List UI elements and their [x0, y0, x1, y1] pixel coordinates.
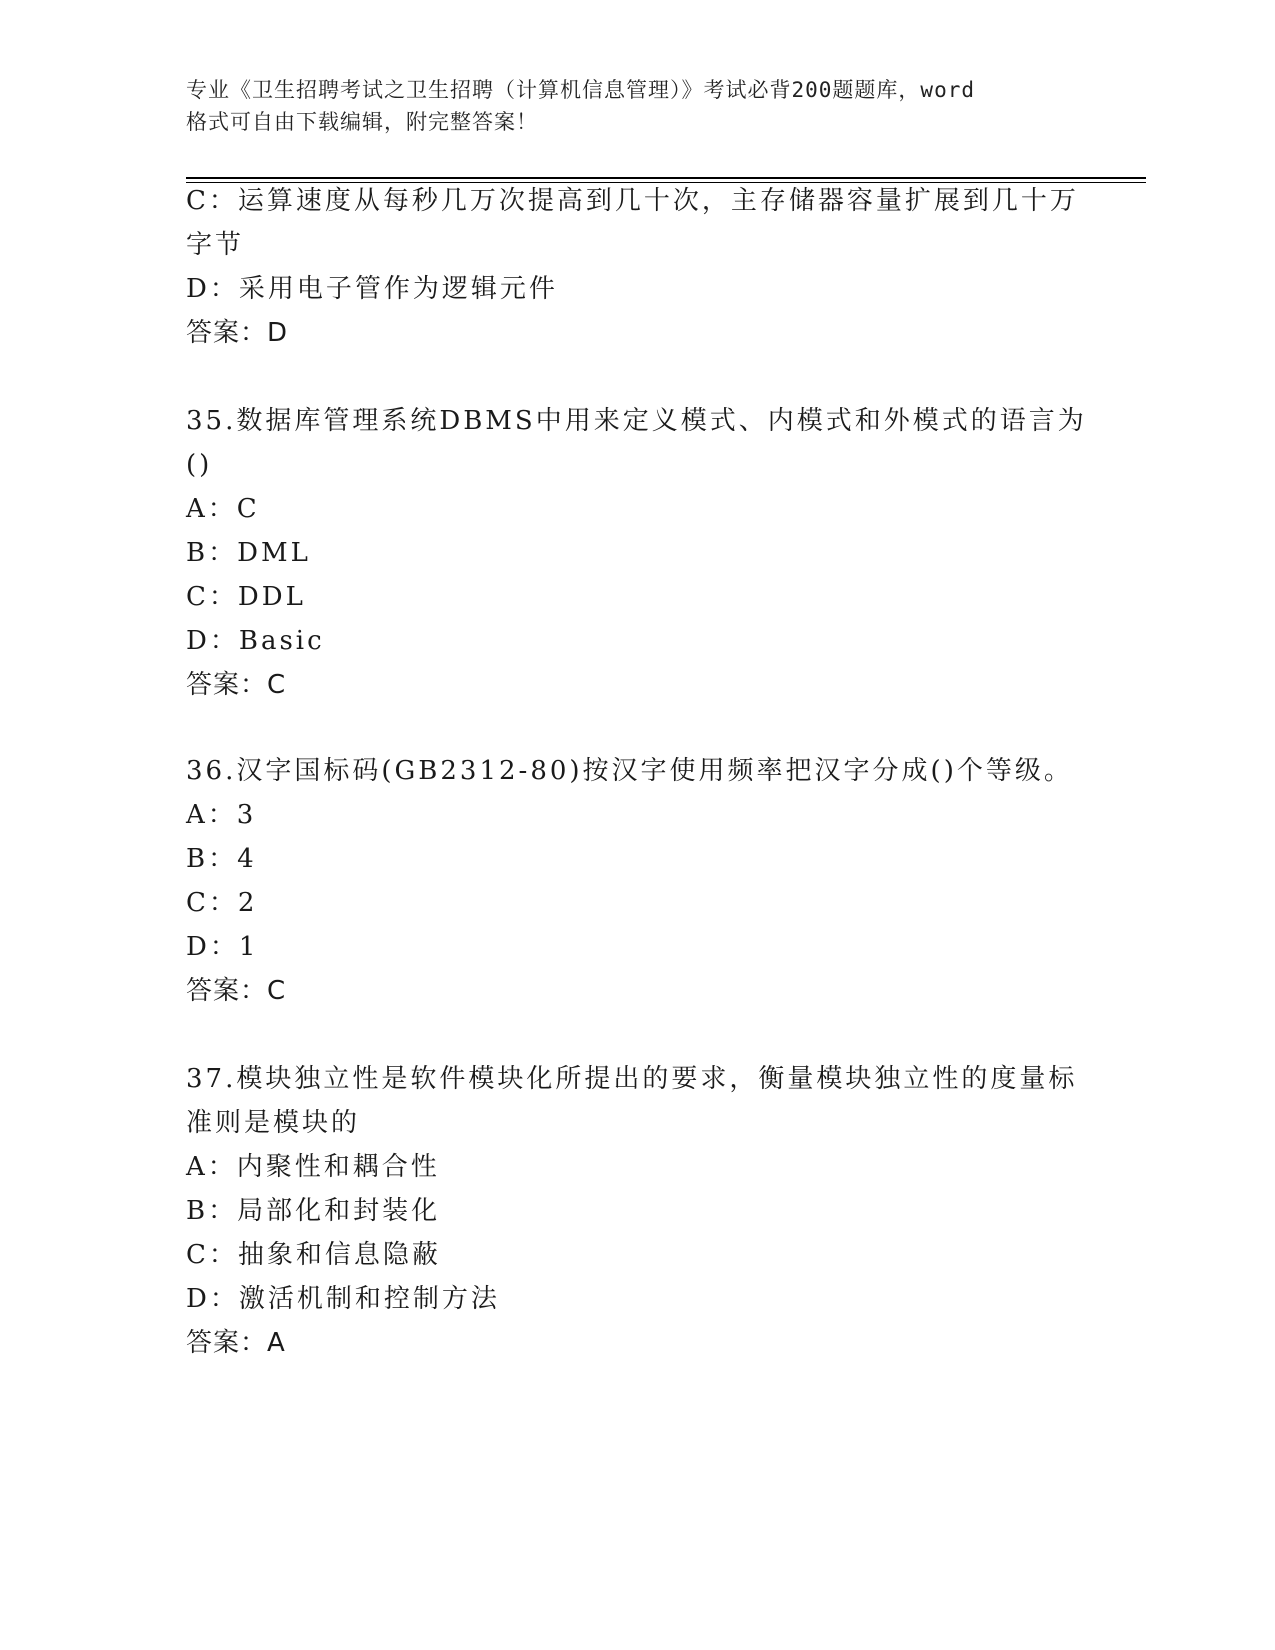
q35-stem-line-1: 35.数据库管理系统DBMS中用来定义模式、内模式和外模式的语言为 [186, 406, 1087, 436]
document-header [186, 74, 1086, 138]
q37-option-d: D：激活机制和控制方法 [186, 1284, 500, 1314]
q36-option-a: A：3 [186, 800, 257, 830]
q36-option-d: D：1 [186, 932, 259, 962]
header-title-line-1: 专业《卫生招聘考试之卫生招聘（计算机信息管理）》考试必背200题题库，word [186, 78, 975, 102]
q35-option-b: B：DML [186, 538, 311, 568]
q34-option-c-line-1: C：运算速度从每秒几万次提高到几十次，主存储器容量扩展到几十万 [186, 186, 1079, 216]
q36-stem: 36.汉字国标码(GB2312-80)按汉字使用频率把汉字分成()个等级。 [186, 756, 1073, 786]
q36-answer: 答案：C [186, 976, 287, 1006]
q37-answer: 答案：A [186, 1328, 286, 1358]
q34-option-c-line-2: 字节 [186, 230, 245, 260]
q36-option-c: C：2 [186, 888, 258, 918]
q37-option-b: B：局部化和封装化 [186, 1196, 441, 1226]
q34-option-d: D：采用电子管作为逻辑元件 [186, 274, 558, 304]
q35-option-c: C：DDL [186, 582, 306, 612]
header-title-line-2: 格式可自由下载编辑，附完整答案！ [186, 110, 538, 134]
q34-answer: 答案：D [186, 318, 289, 348]
q35-answer: 答案：C [186, 670, 287, 700]
q37-option-c: C：抽象和信息隐蔽 [186, 1240, 441, 1270]
q35-stem-line-2: () [186, 450, 213, 480]
q36-option-b: B：4 [186, 844, 257, 874]
q37-stem-line-2: 准则是模块的 [186, 1108, 361, 1138]
q37-stem-line-1: 37.模块独立性是软件模块化所提出的要求，衡量模块独立性的度量标 [186, 1064, 1078, 1094]
header-divider-thick [186, 177, 1146, 179]
q35-option-a: A：C [186, 494, 260, 524]
q37-option-a: A：内聚性和耦合性 [186, 1152, 440, 1182]
q35-option-d: D：Basic [186, 626, 325, 656]
header-divider-thin [186, 182, 1146, 183]
